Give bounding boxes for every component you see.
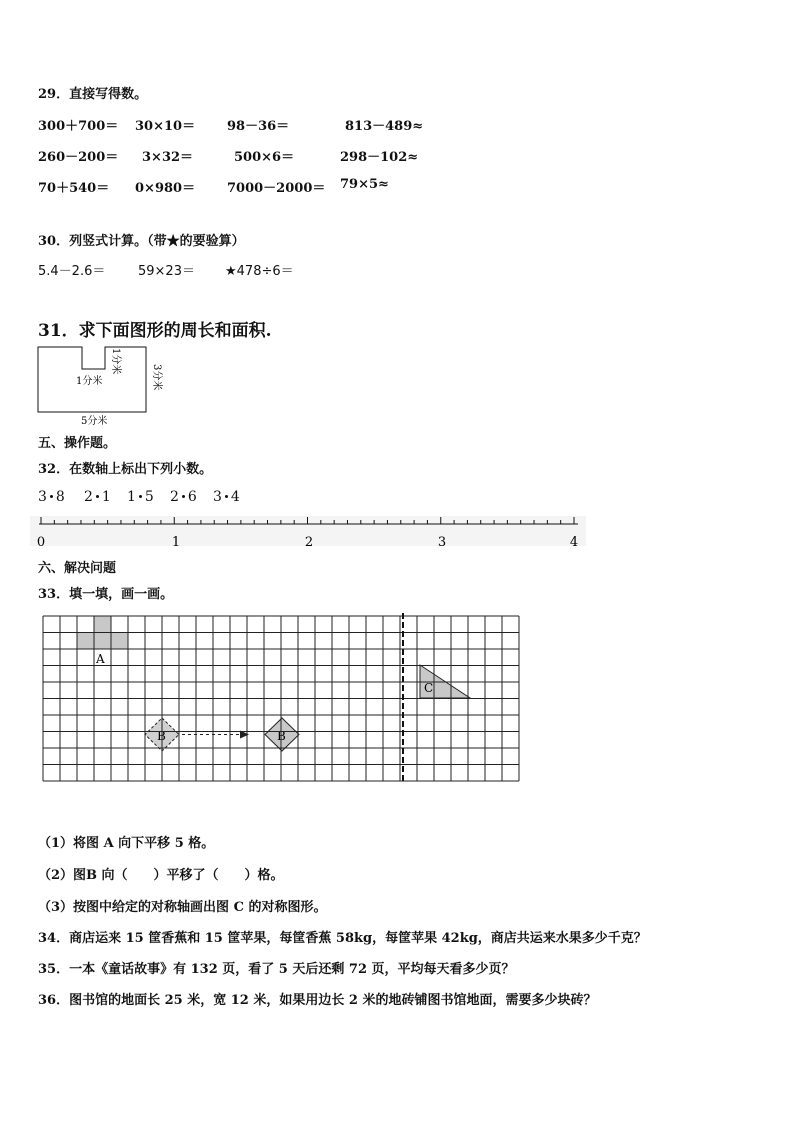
q31-label-width: 5分米	[81, 416, 108, 427]
section-5-title: 五、操作题。	[38, 436, 117, 451]
decimal-point	[225, 495, 228, 498]
q33-grid-figure	[38, 612, 528, 788]
q29-item: 0×980＝	[135, 181, 196, 196]
shape-a-cell	[94, 616, 111, 633]
shape-a-cell	[77, 633, 128, 650]
q30-item: 59×23＝	[138, 264, 195, 279]
section-6-title: 六、解决问题	[38, 561, 117, 576]
q29-item: 98－36＝	[227, 119, 290, 134]
q29-item: 260－200＝	[38, 150, 119, 165]
axis-label-2: 2	[304, 535, 314, 550]
q35-text: 35．一本《童话故事》有 132 页，看了 5 天后还剩 72 页，平均每天看多少页？	[38, 962, 515, 977]
q29-item: 70＋540＝	[38, 181, 110, 196]
q33-sub-2: （2）图B 向（ ）平移了（ ）格。	[38, 868, 284, 883]
q30-item: 5.4－2.6＝	[38, 264, 106, 279]
q32-title: 32．在数轴上标出下列小数。	[38, 462, 213, 477]
decimal-int: 3	[213, 489, 222, 505]
shape-a-label: A	[96, 652, 105, 666]
decimal-frac: 8	[55, 489, 65, 505]
q33-sub-3: （3）按图中给定的对称轴画出图 C 的对称图形。	[38, 900, 327, 915]
axis-label-4: 4	[569, 535, 579, 550]
q29-item: 500×6＝	[234, 150, 295, 165]
shape-c-label: C	[424, 681, 434, 695]
axis-label-1: 1	[171, 535, 181, 550]
q36-text: 36．图书馆的地面长 25 米，宽 12 米，如果用边长 2 米的地砖铺图书馆地面，需要多少块砖？	[38, 993, 597, 1008]
decimal-frac: 4	[230, 489, 240, 505]
shape-b-translated-label: B	[277, 729, 286, 743]
q31-label-height: 3分米	[151, 364, 162, 391]
q33-sub-1: （1）将图 A 向下平移 5 格。	[38, 836, 215, 851]
q33-title: 33．填一填，画一画。	[38, 587, 174, 602]
decimal-point	[182, 495, 185, 498]
decimal-frac: 5	[144, 489, 154, 505]
q29-item: 30×10＝	[135, 119, 196, 134]
decimal-point	[96, 495, 99, 498]
q29-item: 79×5≈	[340, 177, 389, 192]
decimal-frac: 1	[101, 489, 111, 505]
decimal-int: 2	[84, 489, 93, 505]
q29-item: 300＋700＝	[38, 119, 119, 134]
q30-item: ★478÷6＝	[225, 264, 294, 279]
q31-title: 31．求下面图形的周长和面积.	[38, 321, 272, 341]
q31-label-notch-width: 1分米	[76, 376, 103, 387]
q29-item: 813－489≈	[345, 119, 424, 134]
shape-a	[77, 616, 128, 666]
q32-decimal	[170, 489, 197, 505]
q29-item: 7000－2000＝	[227, 181, 326, 196]
axis-label-3: 3	[437, 535, 447, 550]
q29-item: 3×32＝	[142, 150, 194, 165]
decimal-int: 3	[38, 489, 47, 505]
q32-decimal	[213, 489, 240, 505]
decimal-int: 2	[170, 489, 179, 505]
decimal-point	[50, 495, 53, 498]
q32-number-line	[30, 512, 586, 552]
decimal-int: 1	[127, 489, 136, 505]
q31-figure	[30, 342, 180, 430]
q32-decimal	[127, 489, 154, 505]
q32-decimal	[38, 489, 65, 505]
decimal-point	[139, 495, 142, 498]
q29-item: 298－102≈	[340, 150, 419, 165]
q29-title: 29．直接写得数。	[38, 87, 148, 102]
q32-decimal	[84, 489, 111, 505]
shape-b-original-label: B	[157, 729, 166, 743]
axis-label-0: 0	[36, 535, 46, 550]
decimal-frac: 6	[187, 489, 197, 505]
q34-text: 34．商店运来 15 筐香蕉和 15 筐苹果，每筐香蕉 58kg，每筐苹果 42kg，商店共运来水果多少千克？	[38, 931, 647, 946]
q30-title: 30．列竖式计算。（带★的要验算）	[38, 234, 245, 249]
q31-label-notch-depth: 1分米	[110, 348, 121, 375]
